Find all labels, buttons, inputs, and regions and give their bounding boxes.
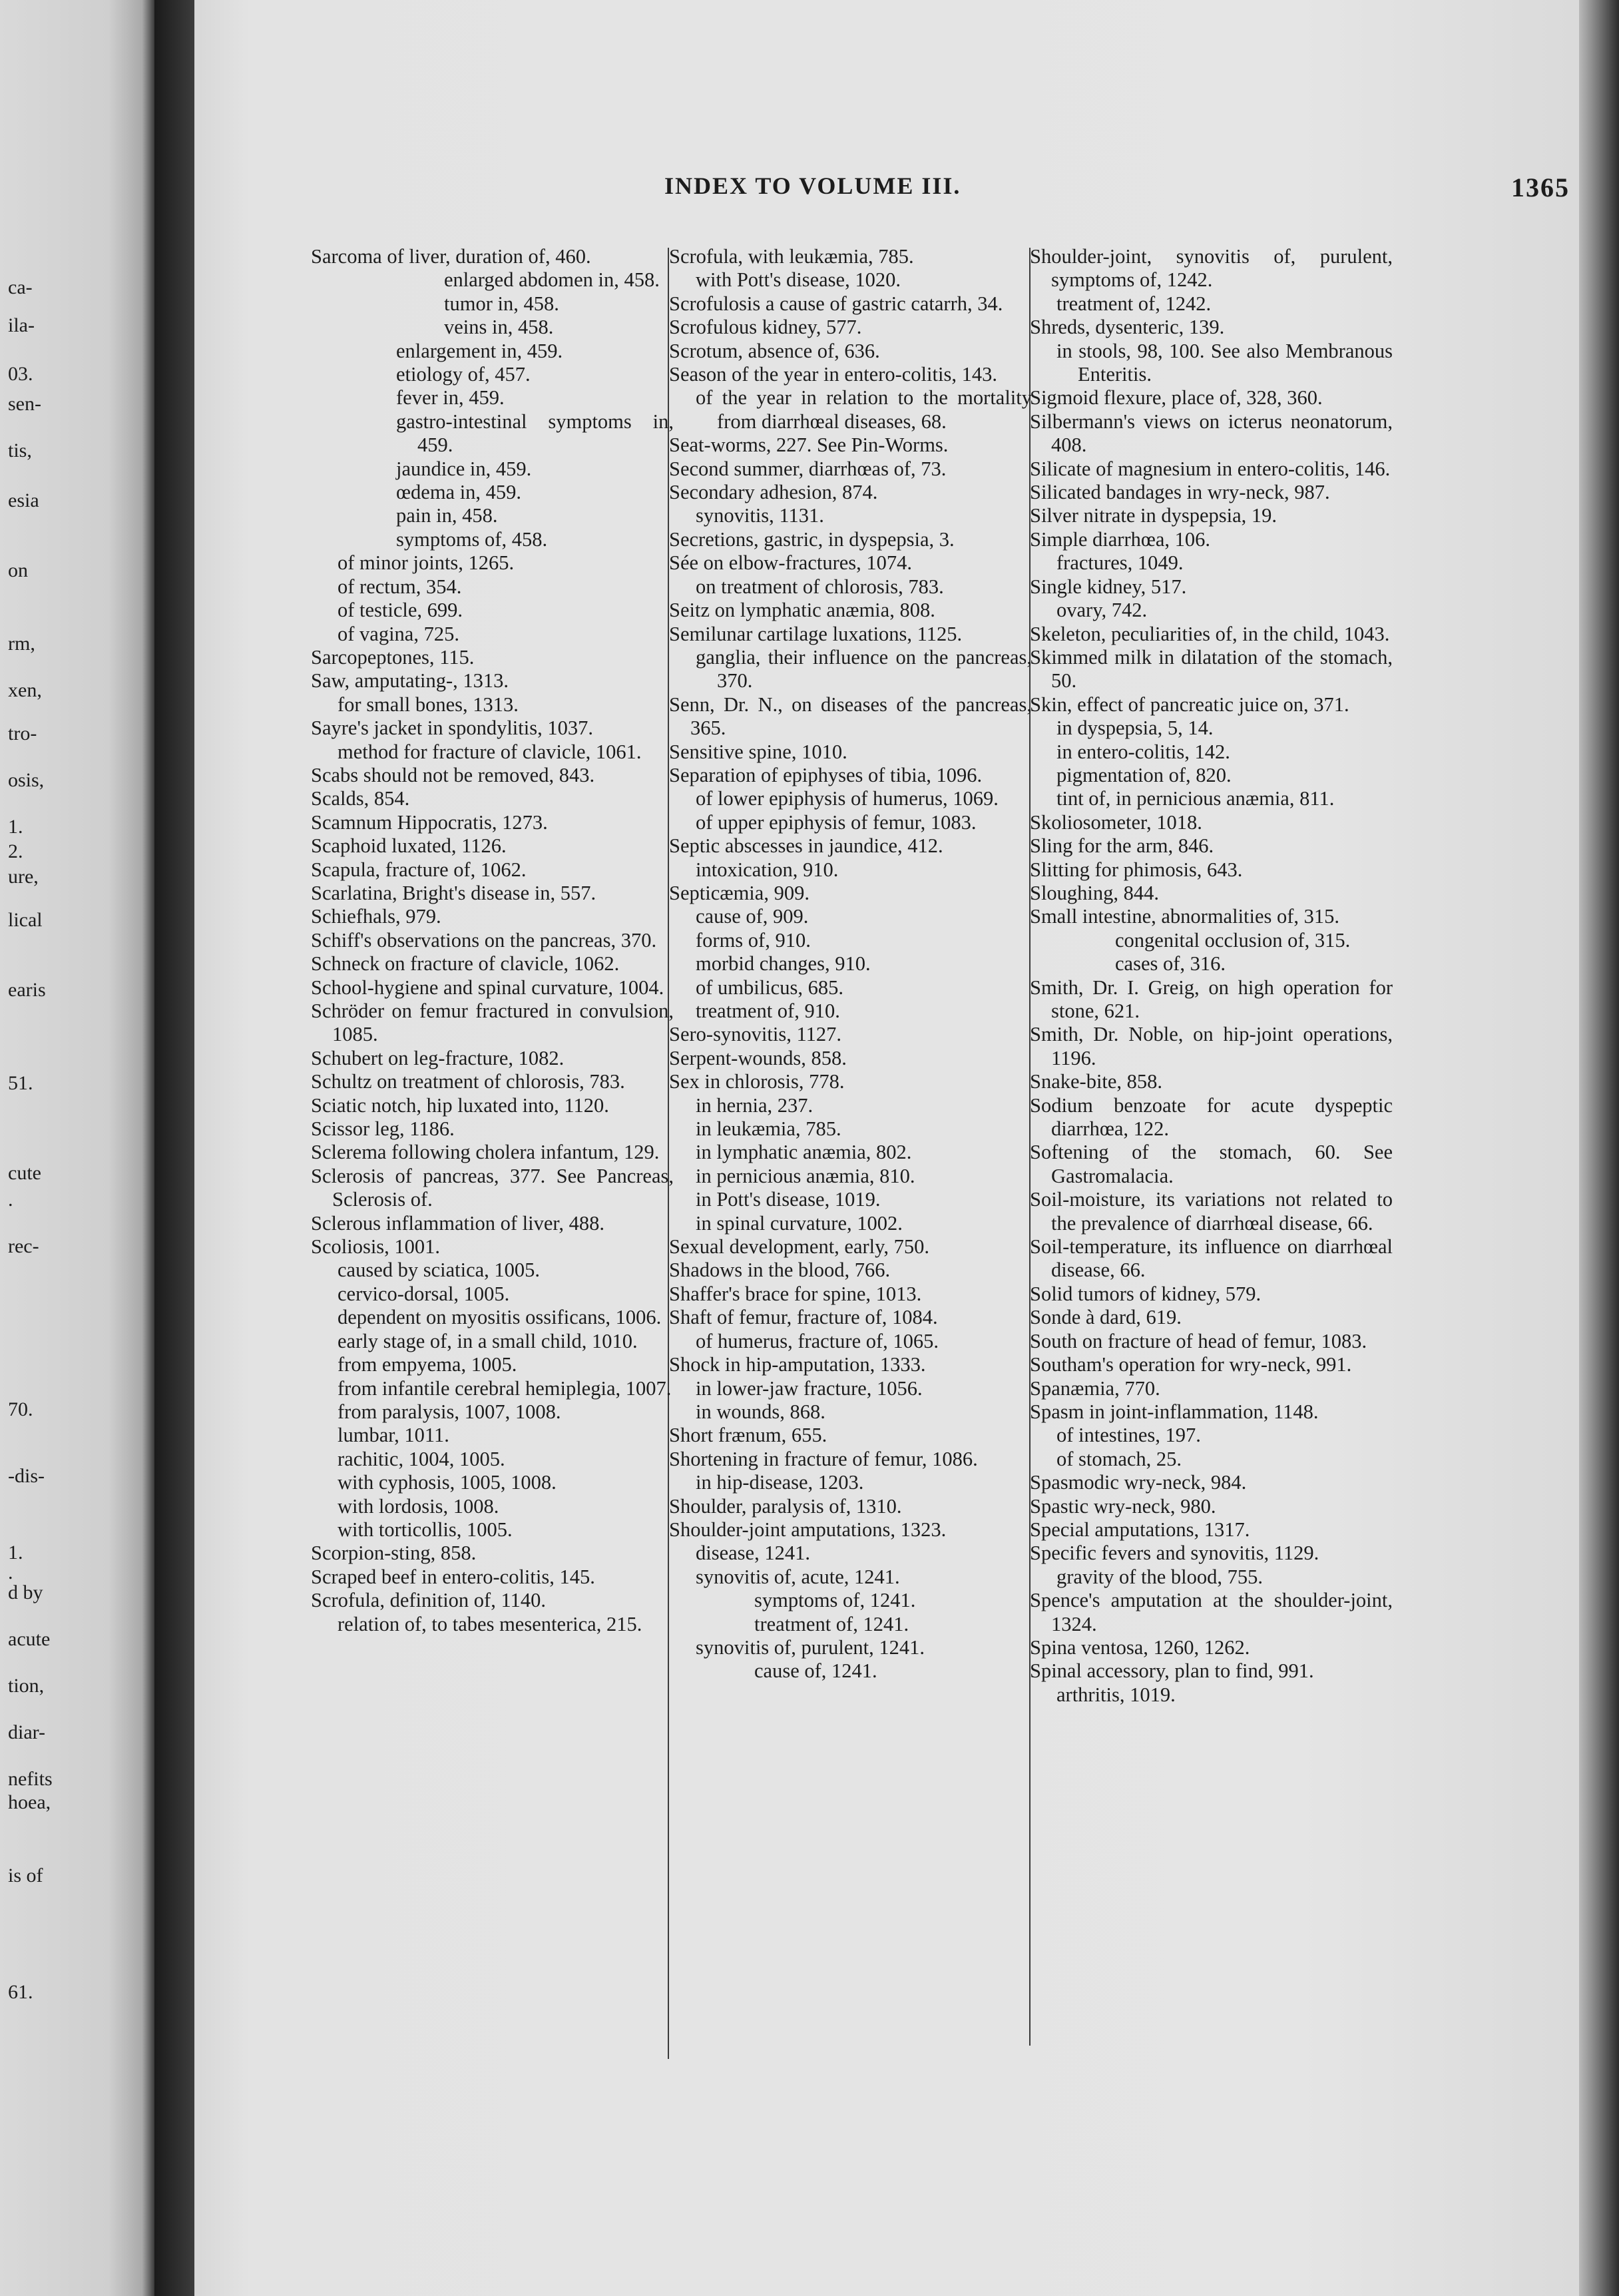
index-entry: Sling for the arm, 846. — [1030, 834, 1214, 858]
index-entry: in hernia, 237. — [696, 1093, 813, 1117]
page-title: INDEX TO VOLUME III. — [664, 172, 961, 199]
index-entry: dependent on myositis ossificans, 1006. — [338, 1306, 662, 1329]
index-entry: Schiff's observations on the pancreas, 370. — [311, 928, 657, 952]
index-entry: synovitis of, purulent, 1241. — [696, 1635, 925, 1659]
index-entry: Scoliosis, 1001. — [311, 1235, 441, 1259]
index-entry: with lordosis, 1008. — [338, 1494, 499, 1518]
index-entry: in pernicious anæmia, 810. — [696, 1164, 915, 1187]
index-entry: Senn, Dr. N., on diseases of the pancreas, 365. — [669, 693, 1032, 740]
fragment-text: acute — [8, 1628, 51, 1650]
index-column-1 — [311, 245, 674, 1636]
running-header — [664, 172, 1570, 212]
index-entry: Shreds, dysenteric, 139. — [1030, 316, 1225, 339]
index-entry: pain in, 458. — [396, 504, 498, 527]
index-entry: ganglia, their influence on the pancreas, 370. — [696, 645, 1032, 693]
index-entry: Separation of epiphyses of tibia, 1096. — [669, 763, 983, 786]
index-entry: in dyspepsia, 5, 14. — [1056, 717, 1214, 740]
index-entry: relation of, to tabes mesenterica, 215. — [338, 1612, 642, 1635]
index-entry: Shaft of femur, fracture of, 1084. — [669, 1306, 938, 1329]
index-entry: in hip-disease, 1203. — [696, 1471, 864, 1494]
index-entry: Sex in chlorosis, 778. — [669, 1070, 845, 1093]
index-entry: Short frænum, 655. — [669, 1424, 827, 1447]
index-entry: Shock in hip-amputation, 1333. — [669, 1353, 926, 1376]
fragment-text: hoea, — [8, 1791, 51, 1813]
index-entry: Scalds, 854. — [311, 787, 410, 810]
fragment-text: 61. — [8, 1981, 33, 2003]
index-entry: in stools, 98, 100. See also Membranous Enteritis. — [1056, 339, 1393, 386]
fragment-text: 2. — [8, 840, 23, 862]
index-entry: enlargement in, 459. — [396, 339, 563, 362]
index-entry: Septic abscesses in jaundice, 412. — [669, 834, 943, 858]
index-entry: Sexual development, early, 750. — [669, 1235, 930, 1259]
index-entry: Softening of the stomach, 60. See Gastromalacia. — [1030, 1141, 1393, 1187]
index-entry: Soil-moisture, its variations not related to the prevalence of diarrhœal disease, 66. — [1030, 1188, 1393, 1235]
index-entry: Sclerosis of pancreas, 377. See Pancreas, Sclerosis of. — [311, 1164, 674, 1211]
index-entry: in lower-jaw fracture, 1056. — [696, 1376, 923, 1400]
index-entry: Semilunar cartilage luxations, 1125. — [669, 622, 963, 645]
index-entry: Serpent-wounds, 858. — [669, 1046, 847, 1069]
index-entry: Silicate of magnesium in entero-colitis, 146. — [1030, 457, 1391, 480]
fragment-text: . — [8, 1189, 13, 1211]
index-entry: Sée on elbow-fractures, 1074. — [669, 551, 913, 575]
index-entry: Silbermann's views on icterus neonatorum, 408. — [1030, 410, 1393, 457]
index-entry: of minor joints, 1265. — [338, 551, 515, 575]
fragment-text: ure, — [8, 866, 39, 888]
index-entry: Scrofula, with leukæmia, 785. — [669, 245, 914, 268]
index-entry: veins in, 458. — [444, 316, 554, 339]
index-entry: of intestines, 197. — [1056, 1424, 1201, 1447]
index-entry: Schubert on leg-fracture, 1082. — [311, 1046, 565, 1069]
fragment-text: nefits — [8, 1768, 53, 1790]
index-entry: Southam's operation for wry-neck, 991. — [1030, 1353, 1352, 1376]
index-entry: method for fracture of clavicle, 1061. — [338, 740, 642, 763]
index-entry: symptoms of, 458. — [396, 527, 548, 551]
fragment-text: tion, — [8, 1675, 45, 1697]
index-entry: forms of, 910. — [696, 928, 811, 952]
index-entry: in entero-colitis, 142. — [1056, 740, 1230, 763]
index-entry: Small intestine, abnormalities of, 315. — [1030, 905, 1340, 928]
index-entry: lumbar, 1011. — [338, 1424, 449, 1447]
index-entry: Silver nitrate in dyspepsia, 19. — [1030, 504, 1277, 527]
index-entry: with torticollis, 1005. — [338, 1518, 513, 1541]
index-entry: with cyphosis, 1005, 1008. — [338, 1471, 557, 1494]
index-entry: in wounds, 868. — [696, 1400, 825, 1423]
index-entry: Skin, effect of pancreatic juice on, 371. — [1030, 693, 1349, 716]
index-entry: Seat-worms, 227. See Pin-Worms. — [669, 433, 949, 457]
index-entry: Second summer, diarrhœas of, 73. — [669, 457, 947, 480]
index-entry: in spinal curvature, 1002. — [696, 1211, 903, 1235]
index-entry: Scarlatina, Bright's disease in, 557. — [311, 881, 596, 904]
index-entry: Shoulder, paralysis of, 1310. — [669, 1494, 902, 1518]
index-entry: Seitz on lymphatic anæmia, 808. — [669, 599, 935, 622]
index-entry: Simple diarrhœa, 106. — [1030, 527, 1211, 551]
index-entry: Spasmodic wry-neck, 984. — [1030, 1471, 1247, 1494]
index-entry: pigmentation of, 820. — [1056, 763, 1232, 786]
index-entry: Spence's amputation at the shoulder-joint, 1324. — [1030, 1589, 1393, 1635]
index-entry: treatment of, 1242. — [1056, 292, 1212, 315]
fragment-text: lical — [8, 909, 43, 931]
index-entry: of humerus, fracture of, 1065. — [696, 1329, 939, 1352]
index-entry: Scraped beef in entero-colitis, 145. — [311, 1565, 595, 1588]
index-entry: Schneck on fracture of clavicle, 1062. — [311, 952, 620, 976]
index-entry: treatment of, 910. — [696, 1000, 840, 1022]
index-entry: Scorpion-sting, 858. — [311, 1542, 477, 1565]
fragment-text: tro- — [8, 722, 37, 744]
index-entry: Saw, amputating-, 1313. — [311, 669, 509, 693]
index-entry: Snake-bite, 858. — [1030, 1070, 1163, 1093]
index-entry: morbid changes, 910. — [696, 952, 871, 976]
book-gutter — [154, 0, 194, 2296]
index-entry: Sarcoma of liver, duration of, 460. — [311, 245, 591, 268]
fragment-text: -dis- — [8, 1465, 45, 1487]
index-entry: Sarcopeptones, 115. — [311, 645, 475, 669]
index-entry: from empyema, 1005. — [338, 1353, 517, 1376]
index-entry: cause of, 1241. — [754, 1659, 877, 1683]
index-entry: of lower epiphysis of humerus, 1069. — [696, 787, 999, 810]
index-entry: synovitis of, acute, 1241. — [696, 1565, 900, 1588]
index-entry: synovitis, 1131. — [696, 504, 824, 527]
index-entry: Sonde à dard, 619. — [1030, 1306, 1182, 1329]
index-entry: of testicle, 699. — [338, 599, 463, 622]
fragment-text: 1. — [8, 816, 23, 838]
index-entry: on treatment of chlorosis, 783. — [696, 575, 944, 598]
index-entry: intoxication, 910. — [696, 858, 839, 881]
page-edge — [1579, 0, 1619, 2296]
fragment-text: d by — [8, 1581, 43, 1603]
index-entry: Septicæmia, 909. — [669, 881, 810, 904]
index-entry: Spastic wry-neck, 980. — [1030, 1494, 1216, 1518]
index-entry: Specific fevers and synovitis, 1129. — [1030, 1542, 1319, 1565]
index-entry: of umbilicus, 685. — [696, 976, 843, 999]
fragment-text: ca- — [8, 276, 33, 298]
index-entry: in lymphatic anæmia, 802. — [696, 1141, 912, 1164]
index-entry: Smith, Dr. I. Greig, on high operation for stone, 621. — [1030, 976, 1393, 1022]
index-entry: in Pott's disease, 1019. — [696, 1188, 881, 1211]
fragment-text: cute — [8, 1162, 41, 1184]
index-entry: with Pott's disease, 1020. — [696, 268, 901, 292]
fragment-text: esia — [8, 489, 39, 511]
fragment-text: tis, — [8, 439, 32, 461]
index-entry: Spina ventosa, 1260, 1262. — [1030, 1635, 1250, 1659]
index-entry: Solid tumors of kidney, 579. — [1030, 1282, 1262, 1305]
index-entry: cases of, 316. — [1115, 952, 1226, 976]
index-entry: Schiefhals, 979. — [311, 905, 441, 928]
index-entry: of upper epiphysis of femur, 1083. — [696, 810, 977, 834]
index-entry: enlarged abdomen in, 458. — [444, 268, 660, 292]
fragment-text: 1. — [8, 1542, 23, 1564]
index-entry: Smith, Dr. Noble, on hip-joint operations, 1196. — [1030, 1023, 1393, 1069]
fragment-text: . — [8, 1562, 13, 1583]
index-entry: Slitting for phimosis, 643. — [1030, 858, 1243, 881]
index-entry: cervico-dorsal, 1005. — [338, 1282, 510, 1305]
index-entry: Skeleton, peculiarities of, in the child, 1043. — [1030, 622, 1390, 645]
index-entry: Shadows in the blood, 766. — [669, 1259, 891, 1282]
fragment-text: is of — [8, 1865, 43, 1886]
index-entry: of the year in relation to the mortality from diarrhœal diseases, 68. — [696, 386, 1032, 433]
index-entry: Schultz on treatment of chlorosis, 783. — [311, 1070, 625, 1093]
fragment-text: 51. — [8, 1072, 33, 1094]
index-entry: Scrofula, definition of, 1140. — [311, 1589, 546, 1612]
index-entry: jaundice in, 459. — [396, 457, 532, 480]
index-entry: early stage of, in a small child, 1010. — [338, 1329, 638, 1352]
index-entry: Scapula, fracture of, 1062. — [311, 858, 527, 881]
index-entry: from infantile cerebral hemiplegia, 1007. — [338, 1376, 672, 1400]
index-entry: congenital occlusion of, 315. — [1115, 928, 1351, 952]
index-entry: Sclerema following cholera infantum, 129. — [311, 1141, 660, 1164]
index-entry: Soil-temperature, its influence on diarrhœal disease, 66. — [1030, 1235, 1393, 1282]
index-entry: fever in, 459. — [396, 386, 505, 410]
index-entry: Spanæmia, 770. — [1030, 1376, 1160, 1400]
index-entry: Skoliosometer, 1018. — [1030, 810, 1202, 834]
index-column-2 — [669, 245, 1032, 1683]
previous-page-fragments — [0, 0, 154, 2296]
index-entry: gastro-intestinal symptoms in, 459. — [396, 410, 674, 457]
index-entry: Sloughing, 844. — [1030, 881, 1160, 904]
index-entry: of stomach, 25. — [1056, 1447, 1182, 1470]
fragment-text: xen, — [8, 679, 42, 701]
index-entry: Sensitive spine, 1010. — [669, 740, 847, 763]
index-entry: Sigmoid flexure, place of, 328, 360. — [1030, 386, 1323, 410]
index-entry: Scissor leg, 1186. — [311, 1117, 455, 1141]
fragment-text: osis, — [8, 769, 45, 791]
index-entry: Sodium benzoate for acute dyspeptic diarrhœa, 122. — [1030, 1093, 1393, 1141]
index-entry: from paralysis, 1007, 1008. — [338, 1400, 561, 1423]
index-entry: gravity of the blood, 755. — [1056, 1565, 1264, 1588]
index-entry: Scrofulous kidney, 577. — [669, 316, 862, 339]
index-entry: tint of, in pernicious anæmia, 811. — [1056, 787, 1335, 810]
index-entry: symptoms of, 1241. — [754, 1589, 916, 1612]
fragment-text: sen- — [8, 393, 41, 415]
fragment-text: on — [8, 559, 28, 581]
index-entry: School-hygiene and spinal curvature, 1004. — [311, 976, 664, 999]
index-entry: Secondary adhesion, 874. — [669, 481, 878, 504]
page-number: 1365 — [1511, 172, 1570, 202]
index-entry: Special amputations, 1317. — [1030, 1518, 1250, 1541]
index-entry: Sciatic notch, hip luxated into, 1120. — [311, 1093, 609, 1117]
index-entry: etiology of, 457. — [396, 363, 531, 386]
index-entry: of vagina, 725. — [338, 622, 459, 645]
index-entry: tumor in, 458. — [444, 292, 559, 315]
index-entry: ovary, 742. — [1056, 599, 1148, 622]
fragment-text: rec- — [8, 1235, 39, 1257]
index-entry: fractures, 1049. — [1056, 551, 1184, 575]
index-entry: œdema in, 459. — [396, 481, 522, 504]
index-entry: treatment of, 1241. — [754, 1612, 909, 1635]
index-entry: arthritis, 1019. — [1056, 1683, 1176, 1706]
fragment-text: 70. — [8, 1398, 33, 1420]
index-entry: Spasm in joint-inflammation, 1148. — [1030, 1400, 1319, 1423]
index-entry: Single kidney, 517. — [1030, 575, 1187, 598]
index-entry: South on fracture of head of femur, 1083. — [1030, 1329, 1367, 1352]
index-entry: Scrotum, absence of, 636. — [669, 339, 880, 362]
index-entry: Sayre's jacket in spondylitis, 1037. — [311, 717, 593, 740]
fragment-text: diar- — [8, 1721, 46, 1743]
index-entry: cause of, 909. — [696, 905, 809, 928]
fragment-text: 03. — [8, 363, 33, 385]
index-entry: Scamnum Hippocratis, 1273. — [311, 810, 548, 834]
index-entry: Schröder on femur fractured in convulsion, 1085. — [311, 1000, 674, 1046]
index-entry: Sclerous inflammation of liver, 488. — [311, 1211, 604, 1235]
index-entry: Shaffer's brace for spine, 1013. — [669, 1282, 922, 1305]
index-entry: Scaphoid luxated, 1126. — [311, 834, 507, 858]
index-entry: Season of the year in entero-colitis, 143. — [669, 363, 997, 386]
index-entry: caused by sciatica, 1005. — [338, 1259, 541, 1282]
index-entry: Sero-synovitis, 1127. — [669, 1023, 841, 1046]
fragment-text: ila- — [8, 314, 35, 336]
index-entry: Shortening in fracture of femur, 1086. — [669, 1447, 978, 1470]
index-entry: Scrofulosis a cause of gastric catarrh, 34. — [669, 292, 1003, 315]
index-entry: Scabs should not be removed, 843. — [311, 763, 595, 786]
index-entry: disease, 1241. — [696, 1542, 810, 1565]
index-page — [194, 0, 1579, 2296]
index-column-3 — [1030, 245, 1393, 1707]
index-entry: rachitic, 1004, 1005. — [338, 1447, 505, 1470]
index-entry: in leukæmia, 785. — [696, 1117, 841, 1141]
index-entry: Secretions, gastric, in dyspepsia, 3. — [669, 527, 955, 551]
fragment-text: rm, — [8, 633, 35, 655]
index-entry: Spinal accessory, plan to find, 991. — [1030, 1659, 1314, 1683]
fragment-text: earis — [8, 979, 46, 1001]
index-entry: Silicated bandages in wry-neck, 987. — [1030, 481, 1330, 504]
index-entry: Shoulder-joint, synovitis of, purulent, symptoms of, 1242. — [1030, 245, 1393, 292]
index-entry: Shoulder-joint amputations, 1323. — [669, 1518, 947, 1541]
index-entry: of rectum, 354. — [338, 575, 462, 598]
index-entry: Skimmed milk in dilatation of the stomach, 50. — [1030, 645, 1393, 693]
index-entry: for small bones, 1313. — [338, 693, 519, 716]
